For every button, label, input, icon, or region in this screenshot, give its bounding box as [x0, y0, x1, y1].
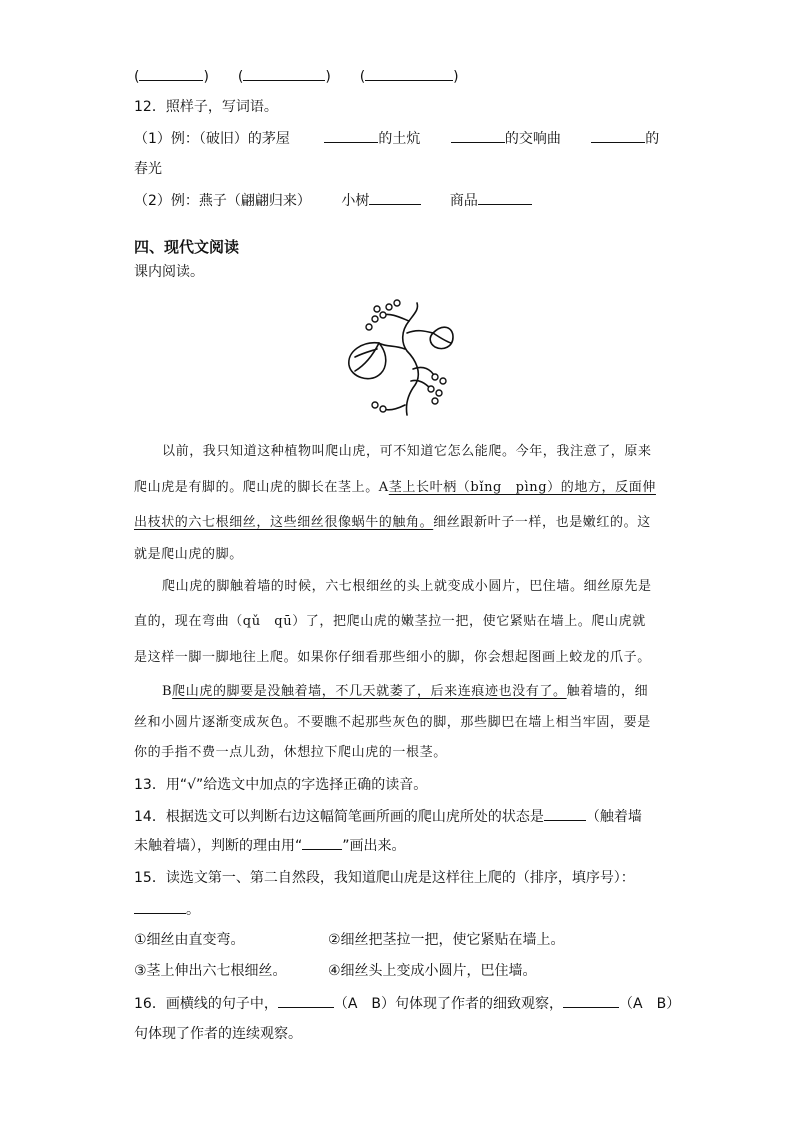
question-13: 13．用“√”给选文中加点的字选择正确的读音。 [134, 777, 428, 793]
answer-blank[interactable] [139, 66, 203, 81]
passage-p2-l2: 直的，现在弯曲（qǔ qū）了，把爬山虎的嫩茎拉一把，使它紧贴在墙上。爬山虎就 [134, 614, 646, 629]
ivy-plant-drawing [335, 293, 455, 423]
question-12-part-2: （2）例：燕子（翩翩归来） 小树 商品 [134, 190, 532, 211]
answer-blank[interactable] [365, 66, 453, 81]
question-15-answer: 。 [134, 899, 200, 920]
question-16-line-1: 16．画横线的句子中， （A B）句体现了作者的细致观察， （A B） [134, 993, 680, 1014]
answer-blank[interactable] [243, 66, 325, 81]
question-12-part-1: （1）例：（破旧）的茅屋 的土炕 的交响曲 的 [134, 128, 659, 149]
passage-p3-l1: B爬山虎的脚要是没触着墙，不几天就萎了，后来连痕迹也没有了。触着墙的，细 [162, 684, 649, 699]
question-16-line-2: 句体现了作者的连续观察。 [134, 1026, 302, 1042]
answer-blank[interactable] [563, 993, 619, 1008]
question-14-line-1: 14．根据选文可以判断右边这幅简笔画所画的爬山虎所处的状态是 （触着墙 [134, 806, 642, 827]
ivy-plant-icon [335, 293, 455, 423]
passage-p1-l3: 出枝状的六七根细丝，这些细丝很像蜗牛的触角。细丝跟新叶子一样，也是嫩红的。这 [134, 515, 651, 530]
section-subheading: 课内阅读。 [134, 264, 204, 280]
answer-blank[interactable] [134, 899, 186, 914]
answer-blank[interactable] [451, 128, 505, 143]
answer-blank[interactable] [324, 128, 378, 143]
section-heading: 四、现代文阅读 [134, 238, 240, 256]
passage-p2-l3: 是这样一脚一脚地往上爬。如果你仔细看那些细小的脚，你会想起图画上蛟龙的爪子。 [134, 650, 651, 665]
passage-p3-l2: 丝和小圆片逐渐变成灰色。不要瞧不起那些灰色的脚，那些脚巴在墙上相当牢固，要是 [134, 715, 651, 730]
underlined-sentence-b: 爬山虎的脚要是没触着墙，不几天就萎了，后来连痕迹也没有了。 [172, 684, 567, 699]
answer-blank[interactable] [302, 835, 342, 850]
passage-p1-l1: 以前，我只知道这种植物叫爬山虎，可不知道它怎么能爬。今年，我注意了，原来 [162, 444, 652, 459]
question-15: 15．读选文第一、第二自然段，我知道爬山虎是这样往上爬的（排序，填序号）： [134, 870, 635, 886]
passage-p2-l1: 爬山虎的脚触着墙的时候，六七根细丝的头上就变成小圆片，巴住墙。细丝原先是 [162, 579, 652, 594]
answer-blank[interactable] [278, 993, 334, 1008]
option-3: ③茎上伸出六七根细丝。 [134, 963, 287, 979]
question-12-title: 12．照样子，写词语。 [134, 99, 278, 115]
option-2: ②细丝把茎拉一把，使它紧贴在墙上。 [328, 932, 565, 948]
option-1: ①细丝由直变弯。 [134, 932, 245, 948]
underlined-sentence-a: 茎上长叶柄（bǐng pìng）的地方，反面伸 [388, 480, 656, 495]
option-4: ④细丝头上变成小圆片，巴住墙。 [328, 963, 537, 979]
answer-blank[interactable] [369, 190, 421, 205]
passage-p1-l2: 爬山虎是有脚的。爬山虎的脚长在茎上。A茎上长叶柄（bǐng pìng）的地方，反面伸 [134, 480, 656, 495]
question-12-part-1-cont: 春光 [134, 161, 162, 177]
passage-p3-l3: 你的手指不费一点儿劲，休想拉下爬山虎的一根茎。 [134, 745, 447, 760]
answer-blanks-row: ( ) ( ) ( ) [134, 66, 459, 87]
answer-blank[interactable] [591, 128, 645, 143]
answer-blank[interactable] [544, 806, 586, 821]
answer-blank[interactable] [478, 190, 532, 205]
underlined-sentence-a-cont: 出枝状的六七根细丝，这些细丝很像蜗牛的触角。 [134, 515, 434, 530]
question-14-line-2: 未触着墙），判断的理由用“ ”画出来。 [134, 835, 406, 856]
passage-p1-l4: 就是爬山虎的脚。 [134, 547, 243, 562]
